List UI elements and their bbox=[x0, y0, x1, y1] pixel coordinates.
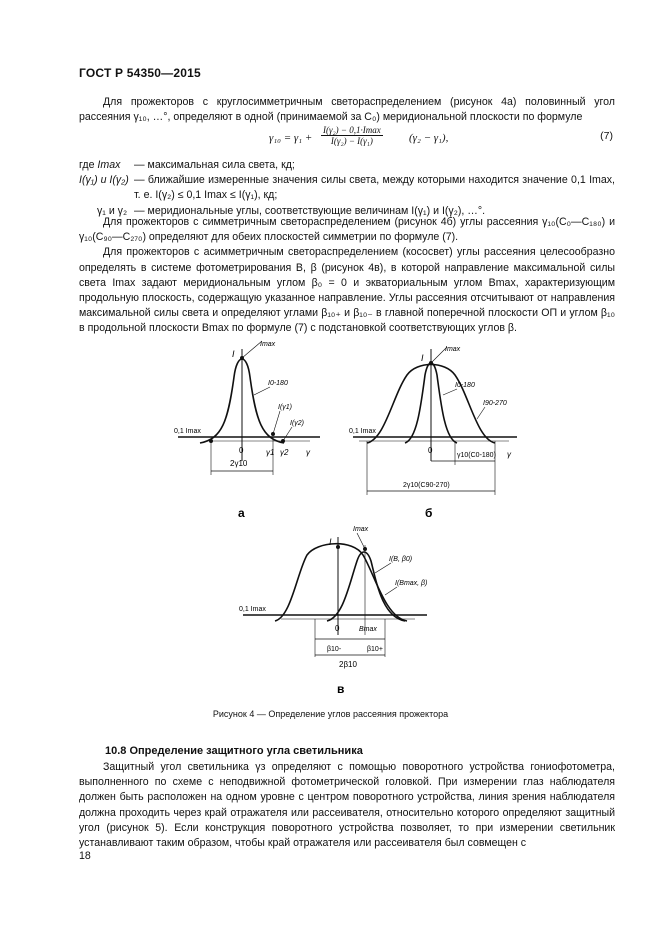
intro-text: Для прожекторов с круглосимметричным светораспределением (рисунок 4а) половинный угол рассеяния γ₁₀, …°, определяют в одной (принимаемой за C₀) меридиональной плоскости по формуле bbox=[79, 96, 615, 124]
definition-row bbox=[79, 173, 615, 203]
label-ig2: I(γ2) bbox=[290, 420, 304, 427]
label-c1: I0-180 bbox=[455, 382, 475, 389]
label-zero: 0 bbox=[428, 446, 433, 455]
label-ig1: I(γ1) bbox=[278, 404, 292, 411]
label-bminus: β10- bbox=[327, 646, 342, 653]
page-number: 18 bbox=[79, 850, 91, 862]
label-i: I bbox=[329, 537, 332, 547]
formula-lhs: γ₁₀ = γ₁ + bbox=[269, 132, 313, 144]
label-i: I bbox=[232, 349, 235, 359]
section-body bbox=[79, 760, 615, 851]
figure-caption: Рисунок 4 — Определение углов рассеяния прожектора bbox=[212, 709, 449, 719]
intro-paragraph bbox=[79, 95, 615, 125]
leader-c1 bbox=[375, 563, 391, 573]
label-zero: 0 bbox=[335, 624, 340, 633]
label-c2: I(Bmax, β) bbox=[395, 580, 428, 587]
leader-c2 bbox=[477, 407, 485, 419]
figure-a bbox=[170, 335, 330, 525]
panel-label-b: б bbox=[425, 506, 433, 520]
figure-c bbox=[235, 525, 435, 700]
definition-symbol: γ₁ и γ₂ bbox=[97, 204, 128, 217]
label-imax: Imax bbox=[353, 526, 369, 533]
label-zero: 0 bbox=[239, 446, 244, 455]
label-span: 2γ10 bbox=[230, 459, 248, 468]
leader-imax bbox=[357, 533, 365, 549]
leader-imax bbox=[242, 341, 262, 358]
body-paragraphs bbox=[79, 215, 615, 337]
section-heading: 10.8 Определение защитного угла светильника bbox=[105, 745, 363, 757]
label-imax: Imax bbox=[445, 346, 461, 353]
peak-point bbox=[336, 545, 340, 549]
panel-label-a: а bbox=[238, 506, 245, 520]
label-curve: I0-180 bbox=[268, 380, 288, 387]
formula-7 bbox=[79, 126, 615, 152]
label-span-inner: γ10(C0-180) bbox=[457, 452, 496, 459]
label-g: γ bbox=[306, 448, 310, 457]
label-c2: I90-270 bbox=[483, 400, 507, 407]
leader-ig2 bbox=[283, 427, 292, 441]
leader-c2 bbox=[385, 587, 397, 595]
leader-ig1 bbox=[273, 411, 280, 434]
definition-text: — максимальная сила света, кд; bbox=[134, 159, 295, 171]
formula-number: (7) bbox=[600, 130, 613, 142]
label-span: 2β10 bbox=[339, 660, 357, 669]
label-g2: γ2 bbox=[280, 448, 289, 457]
formula-rhs: (γ₂ − γ₁), bbox=[409, 132, 449, 144]
definitions-list bbox=[79, 158, 615, 219]
definition-text: — ближайшие измеренные значения силы света, между которыми находится значение 0,1 Imax, т. е. I(γ₂) ≤ 0,1 Imax ≤ I(γ₁), кд; bbox=[134, 174, 615, 202]
formula-fraction bbox=[321, 125, 383, 146]
label-i: I bbox=[421, 353, 424, 363]
formula-denominator: I(γ₂) − I(γ₁) bbox=[330, 136, 373, 146]
panel-label-c: в bbox=[337, 682, 345, 696]
definition-lead: где Imax bbox=[79, 159, 121, 171]
paragraph-asymmetric: Для прожекторов с асимметричным светораспределением (кососвет) углы рассеяния целесообразно определять в системе фотометрирования B, β (рисунок 4в), в которой направление максимальной силы света Imax задают меридиональным углом β₀ = 0 и экваториальным углом Bmax, характеризующим продольную плоскость, содержащую указанное направление. Углы рассеяния отсчитывают от направления максимальной силы света и определяют углами β₁₀₊ и β₁₀₋ в главной поперечной плоскости ОП и углом β₁₀ в продольной плоскости Bmax по формуле (7) с подстановкой соответствующих углов β. bbox=[79, 246, 615, 335]
label-imax: Imax bbox=[260, 341, 276, 348]
leader-curve bbox=[254, 387, 270, 395]
section-text: Защитный угол светильника γз определяют с помощью поворотного устройства гониофотометра, выполненного по схеме с неподвижной фотометрической головкой. При измерении глаз наблюдателя должен быть расположен на одном уровне с центром поворотного устройства, линия зрения наблюдателя должна проходить через край отражателя или рассеивателя, относительно которого определяют защитный угол (рисунок 5). Если конструкция поворотного устройства позволяет, то при измерении светильник устанавливают таким образом, чтобы край отражателя или рассеивателя был совмещен с bbox=[79, 761, 615, 850]
label-g1: γ1 bbox=[266, 448, 275, 457]
leader-c1 bbox=[443, 389, 457, 395]
figure-b bbox=[345, 335, 525, 525]
definition-text: — меридиональные углы, соответствующие величинам I(γ₁) и I(γ₂), …°. bbox=[134, 204, 486, 217]
definition-symbol: I(γ₁) и I(γ₂) bbox=[79, 174, 129, 187]
formula-numerator: I(γ₂) − 0,1·Imax bbox=[323, 125, 381, 135]
definition-row bbox=[79, 158, 615, 173]
label-tenth: 0,1 Imax bbox=[174, 428, 201, 435]
label-bplus: β10+ bbox=[367, 646, 383, 653]
label-bmax: Bmax bbox=[359, 626, 377, 633]
label-g: γ bbox=[507, 450, 511, 459]
paragraph-symmetric: Для прожекторов с симметричным светораспределением (рисунок 4б) углы рассеяния γ₁₀(C₀—C₁₈₀) и γ₁₀(C₉₀—C₂₇₀) определяют для обеих плоскостей симметрии по формуле (7). bbox=[79, 216, 615, 244]
label-c1: I(B, β0) bbox=[389, 556, 413, 563]
label-tenth: 0,1 Imax bbox=[349, 428, 376, 435]
label-tenth: 0,1 Imax bbox=[239, 606, 266, 613]
label-span-outer: 2γ10(C90-270) bbox=[403, 482, 450, 489]
document-header: ГОСТ Р 54350—2015 bbox=[79, 66, 201, 80]
